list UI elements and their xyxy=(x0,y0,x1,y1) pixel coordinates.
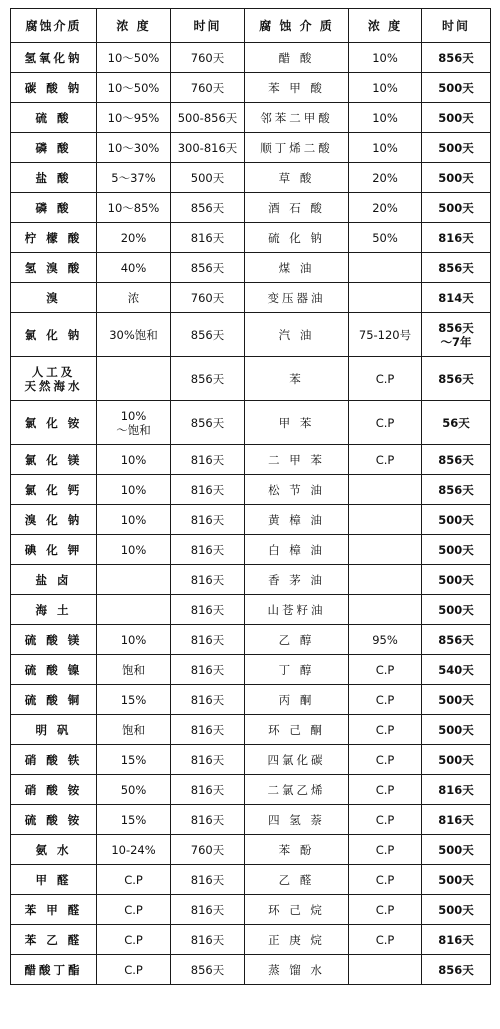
cell-medium: 硫 酸 镍 xyxy=(11,655,97,685)
table-row xyxy=(11,103,491,133)
table-row xyxy=(11,505,491,535)
cell-medium-2: 丙 酮 xyxy=(245,685,349,715)
header-time-2: 时间 xyxy=(422,9,491,43)
cell-medium-2: 汽 油 xyxy=(245,313,349,357)
table-row xyxy=(11,625,491,655)
cell-medium-2: 二氯乙烯 xyxy=(245,775,349,805)
corrosion-table xyxy=(10,8,491,985)
cell-time-2: 500天 xyxy=(422,163,491,193)
cell-concentration-2 xyxy=(349,595,422,625)
cell-concentration xyxy=(97,595,171,625)
table-row xyxy=(11,357,491,401)
cell-time-2: 500天 xyxy=(422,895,491,925)
cell-concentration-2: C.P xyxy=(349,805,422,835)
cell-concentration-2: C.P xyxy=(349,401,422,445)
table-row xyxy=(11,685,491,715)
cell-time-2: 500天 xyxy=(422,505,491,535)
cell-time: 856天 xyxy=(171,357,245,401)
cell-time-2: 500天 xyxy=(422,835,491,865)
header-row xyxy=(11,9,491,43)
cell-concentration: 10% xyxy=(97,505,171,535)
cell-time-2: 500天 xyxy=(422,715,491,745)
cell-time-2: 814天 xyxy=(422,283,491,313)
cell-time: 816天 xyxy=(171,655,245,685)
cell-medium: 硝 酸 铁 xyxy=(11,745,97,775)
cell-time-2: 816天 xyxy=(422,805,491,835)
cell-medium: 碳 酸 钠 xyxy=(11,73,97,103)
cell-medium-2: 松 节 油 xyxy=(245,475,349,505)
cell-time-2: 856天 xyxy=(422,955,491,985)
cell-medium: 硫 酸 铵 xyxy=(11,805,97,835)
cell-time: 816天 xyxy=(171,223,245,253)
cell-concentration xyxy=(97,565,171,595)
cell-medium-2: 顺丁烯二酸 xyxy=(245,133,349,163)
table-row xyxy=(11,253,491,283)
cell-medium-2: 蒸 馏 水 xyxy=(245,955,349,985)
cell-time: 816天 xyxy=(171,505,245,535)
cell-time: 816天 xyxy=(171,535,245,565)
cell-concentration: 15% xyxy=(97,685,171,715)
cell-time-2: 500天 xyxy=(422,193,491,223)
cell-concentration-2: C.P xyxy=(349,865,422,895)
cell-concentration: 10～95% xyxy=(97,103,171,133)
cell-medium: 硫 酸 铜 xyxy=(11,685,97,715)
cell-medium-2: 苯 xyxy=(245,357,349,401)
cell-medium-2: 醋 酸 xyxy=(245,43,349,73)
cell-concentration-2 xyxy=(349,475,422,505)
table-row xyxy=(11,223,491,253)
table-row xyxy=(11,193,491,223)
cell-concentration: 10～50% xyxy=(97,73,171,103)
cell-medium: 硝 酸 铵 xyxy=(11,775,97,805)
cell-medium-2: 邻苯二甲酸 xyxy=(245,103,349,133)
cell-medium-2: 黄 樟 油 xyxy=(245,505,349,535)
cell-time: 816天 xyxy=(171,685,245,715)
table-row xyxy=(11,73,491,103)
table-row xyxy=(11,43,491,73)
cell-medium-2: 乙 醛 xyxy=(245,865,349,895)
cell-medium: 硫 酸 xyxy=(11,103,97,133)
cell-medium: 磷 酸 xyxy=(11,193,97,223)
cell-concentration-2: C.P xyxy=(349,445,422,475)
cell-concentration: 15% xyxy=(97,745,171,775)
cell-medium: 氯 化 钙 xyxy=(11,475,97,505)
cell-medium: 溴 xyxy=(11,283,97,313)
cell-medium-2: 环 己 酮 xyxy=(245,715,349,745)
cell-medium: 盐 卤 xyxy=(11,565,97,595)
cell-concentration-2: C.P xyxy=(349,655,422,685)
cell-time: 816天 xyxy=(171,775,245,805)
cell-concentration-2: C.P xyxy=(349,357,422,401)
header-medium: 腐蚀介质 xyxy=(11,9,97,43)
cell-medium: 氢 溴 酸 xyxy=(11,253,97,283)
table-row xyxy=(11,163,491,193)
cell-concentration-2: 75-120号 xyxy=(349,313,422,357)
table-row xyxy=(11,313,491,357)
cell-concentration: 10% ～饱和 xyxy=(97,401,171,445)
cell-medium: 醋酸丁酯 xyxy=(11,955,97,985)
cell-time: 760天 xyxy=(171,835,245,865)
cell-time: 816天 xyxy=(171,625,245,655)
table-row xyxy=(11,835,491,865)
cell-medium: 磷 酸 xyxy=(11,133,97,163)
cell-time: 760天 xyxy=(171,283,245,313)
cell-time: 816天 xyxy=(171,925,245,955)
cell-concentration-2: C.P xyxy=(349,715,422,745)
cell-medium: 盐 酸 xyxy=(11,163,97,193)
cell-concentration-2: C.P xyxy=(349,835,422,865)
cell-time-2: 856天 xyxy=(422,475,491,505)
cell-medium-2: 草 酸 xyxy=(245,163,349,193)
cell-concentration-2: 10% xyxy=(349,133,422,163)
table-row xyxy=(11,715,491,745)
cell-concentration: C.P xyxy=(97,955,171,985)
cell-concentration-2 xyxy=(349,565,422,595)
cell-concentration-2 xyxy=(349,253,422,283)
cell-time-2: 856天 xyxy=(422,625,491,655)
cell-concentration: 5～37% xyxy=(97,163,171,193)
cell-medium: 氢氧化钠 xyxy=(11,43,97,73)
cell-medium: 人工及 天然海水 xyxy=(11,357,97,401)
cell-time-2: 856天 ～7年 xyxy=(422,313,491,357)
cell-concentration xyxy=(97,357,171,401)
header-concentration: 浓 度 xyxy=(97,9,171,43)
cell-concentration-2: C.P xyxy=(349,895,422,925)
cell-medium: 明 矾 xyxy=(11,715,97,745)
cell-time-2: 500天 xyxy=(422,133,491,163)
cell-medium-2: 白 樟 油 xyxy=(245,535,349,565)
cell-concentration: 10～30% xyxy=(97,133,171,163)
cell-concentration-2: 95% xyxy=(349,625,422,655)
cell-concentration-2: 20% xyxy=(349,193,422,223)
header-medium-2: 腐 蚀 介 质 xyxy=(245,9,349,43)
cell-concentration-2: C.P xyxy=(349,685,422,715)
cell-time-2: 816天 xyxy=(422,775,491,805)
cell-medium-2: 乙 醇 xyxy=(245,625,349,655)
cell-medium: 海 土 xyxy=(11,595,97,625)
cell-time: 816天 xyxy=(171,715,245,745)
cell-time-2: 500天 xyxy=(422,73,491,103)
cell-medium-2: 香 茅 油 xyxy=(245,565,349,595)
cell-medium: 碘 化 钾 xyxy=(11,535,97,565)
cell-concentration-2: 10% xyxy=(349,103,422,133)
cell-concentration: 10% xyxy=(97,625,171,655)
table-row xyxy=(11,283,491,313)
cell-concentration: 10% xyxy=(97,445,171,475)
cell-medium-2: 二 甲 苯 xyxy=(245,445,349,475)
cell-time: 500-856天 xyxy=(171,103,245,133)
cell-concentration: 30%饱和 xyxy=(97,313,171,357)
cell-time: 760天 xyxy=(171,73,245,103)
table-row xyxy=(11,475,491,505)
header-concentration-2: 浓 度 xyxy=(349,9,422,43)
cell-concentration-2 xyxy=(349,505,422,535)
cell-medium: 氨 水 xyxy=(11,835,97,865)
cell-concentration-2 xyxy=(349,283,422,313)
cell-concentration: 10-24% xyxy=(97,835,171,865)
table-row xyxy=(11,133,491,163)
table-body xyxy=(11,43,491,985)
cell-medium-2: 山苍籽油 xyxy=(245,595,349,625)
cell-medium-2: 硫 化 钠 xyxy=(245,223,349,253)
cell-time-2: 856天 xyxy=(422,43,491,73)
cell-medium-2: 酒 石 酸 xyxy=(245,193,349,223)
cell-medium: 苯 甲 醛 xyxy=(11,895,97,925)
cell-medium: 柠 檬 酸 xyxy=(11,223,97,253)
cell-concentration: C.P xyxy=(97,895,171,925)
table-row xyxy=(11,895,491,925)
cell-concentration: 饱和 xyxy=(97,715,171,745)
cell-time: 856天 xyxy=(171,313,245,357)
cell-concentration-2: 20% xyxy=(349,163,422,193)
cell-concentration-2 xyxy=(349,535,422,565)
cell-time-2: 856天 xyxy=(422,253,491,283)
cell-medium-2: 丁 醇 xyxy=(245,655,349,685)
table-row xyxy=(11,745,491,775)
cell-time: 816天 xyxy=(171,565,245,595)
cell-concentration: 10～85% xyxy=(97,193,171,223)
cell-medium: 氯 化 铵 xyxy=(11,401,97,445)
cell-concentration: C.P xyxy=(97,925,171,955)
table-row xyxy=(11,655,491,685)
table-row xyxy=(11,955,491,985)
cell-medium-2: 煤 油 xyxy=(245,253,349,283)
table-row xyxy=(11,925,491,955)
cell-concentration: 50% xyxy=(97,775,171,805)
cell-time: 760天 xyxy=(171,43,245,73)
cell-concentration: 10～50% xyxy=(97,43,171,73)
cell-time-2: 56天 xyxy=(422,401,491,445)
cell-time: 300-816天 xyxy=(171,133,245,163)
cell-medium-2: 苯 酚 xyxy=(245,835,349,865)
cell-concentration-2 xyxy=(349,955,422,985)
table-row xyxy=(11,535,491,565)
cell-concentration: 20% xyxy=(97,223,171,253)
cell-concentration-2: C.P xyxy=(349,745,422,775)
cell-medium: 氯 化 镁 xyxy=(11,445,97,475)
cell-concentration: 15% xyxy=(97,805,171,835)
cell-time-2: 500天 xyxy=(422,535,491,565)
cell-medium-2: 环 己 烷 xyxy=(245,895,349,925)
cell-medium-2: 苯 甲 酸 xyxy=(245,73,349,103)
cell-time: 500天 xyxy=(171,163,245,193)
cell-medium-2: 变压器油 xyxy=(245,283,349,313)
cell-time: 816天 xyxy=(171,595,245,625)
cell-time-2: 500天 xyxy=(422,103,491,133)
cell-medium: 苯 乙 醛 xyxy=(11,925,97,955)
cell-concentration-2: 50% xyxy=(349,223,422,253)
cell-time-2: 500天 xyxy=(422,565,491,595)
cell-concentration: 10% xyxy=(97,475,171,505)
cell-time-2: 856天 xyxy=(422,445,491,475)
cell-medium-2: 四氯化碳 xyxy=(245,745,349,775)
cell-time: 816天 xyxy=(171,805,245,835)
cell-time-2: 500天 xyxy=(422,745,491,775)
corrosion-resistance-table-page xyxy=(10,8,490,985)
cell-time: 816天 xyxy=(171,475,245,505)
cell-time-2: 816天 xyxy=(422,223,491,253)
cell-time: 856天 xyxy=(171,193,245,223)
cell-concentration-2: 10% xyxy=(349,43,422,73)
cell-concentration: 饱和 xyxy=(97,655,171,685)
cell-concentration-2: 10% xyxy=(349,73,422,103)
cell-medium: 硫 酸 镁 xyxy=(11,625,97,655)
cell-medium-2: 正 庚 烷 xyxy=(245,925,349,955)
cell-time-2: 816天 xyxy=(422,925,491,955)
table-row xyxy=(11,445,491,475)
cell-medium: 甲 醛 xyxy=(11,865,97,895)
cell-concentration: 浓 xyxy=(97,283,171,313)
table-row xyxy=(11,775,491,805)
cell-time-2: 540天 xyxy=(422,655,491,685)
cell-medium: 氯 化 钠 xyxy=(11,313,97,357)
cell-medium: 溴 化 钠 xyxy=(11,505,97,535)
cell-time: 856天 xyxy=(171,401,245,445)
cell-time: 816天 xyxy=(171,895,245,925)
cell-time: 856天 xyxy=(171,253,245,283)
table-row xyxy=(11,401,491,445)
cell-time-2: 500天 xyxy=(422,685,491,715)
table-row xyxy=(11,805,491,835)
cell-time: 856天 xyxy=(171,955,245,985)
cell-concentration-2: C.P xyxy=(349,775,422,805)
cell-time-2: 856天 xyxy=(422,357,491,401)
cell-time-2: 500天 xyxy=(422,865,491,895)
table-row xyxy=(11,565,491,595)
cell-concentration: 40% xyxy=(97,253,171,283)
table-row xyxy=(11,865,491,895)
cell-time: 816天 xyxy=(171,445,245,475)
cell-concentration: C.P xyxy=(97,865,171,895)
cell-medium-2: 甲 苯 xyxy=(245,401,349,445)
cell-time: 816天 xyxy=(171,865,245,895)
table-row xyxy=(11,595,491,625)
header-time: 时间 xyxy=(171,9,245,43)
cell-time: 816天 xyxy=(171,745,245,775)
cell-concentration-2: C.P xyxy=(349,925,422,955)
cell-time-2: 500天 xyxy=(422,595,491,625)
cell-medium-2: 四 氢 萘 xyxy=(245,805,349,835)
cell-concentration: 10% xyxy=(97,535,171,565)
